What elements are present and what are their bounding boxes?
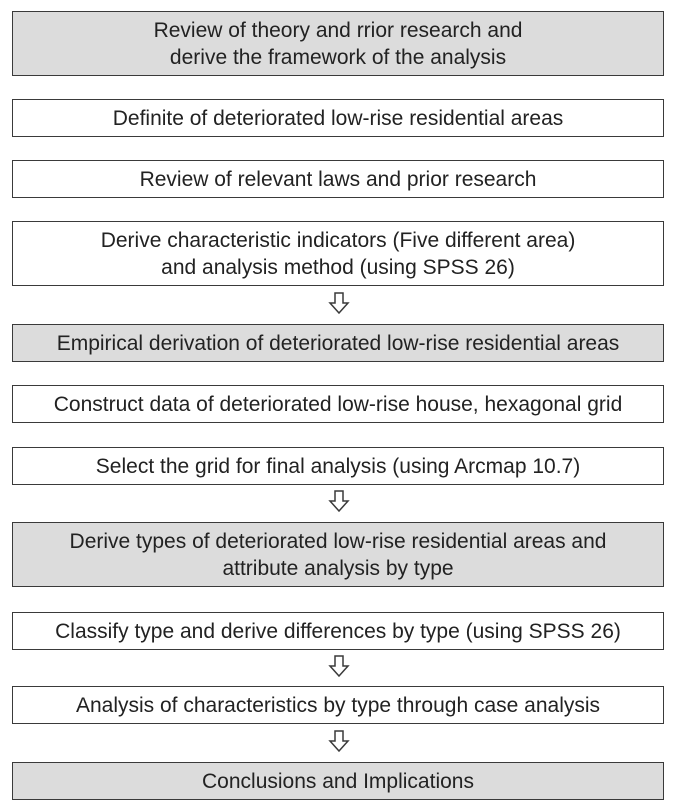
step-text: Definite of deteriorated low-rise residential areas	[112, 106, 564, 130]
step-text: Derive characteristic indicators (Five different area) and analysis method (using SPSS 26)	[100, 228, 576, 279]
step-box-framework	[12, 11, 664, 76]
step-text: Derive types of deteriorated low-rise residential areas and attribute analysis by type	[69, 529, 607, 580]
step-box-definition	[12, 99, 664, 137]
step-text: Construct data of deteriorated low-rise house, hexagonal grid	[53, 392, 623, 416]
step-box-derive-types	[12, 522, 664, 587]
down-arrow-icon	[327, 729, 351, 753]
step-text: Select the grid for final analysis (using Arcmap 10.7)	[95, 454, 581, 478]
step-box-empirical-derivation	[12, 324, 664, 362]
step-box-case-analysis	[12, 686, 664, 724]
step-box-laws-review	[12, 160, 664, 198]
step-box-conclusions	[12, 762, 664, 800]
step-text: Conclusions and Implications	[202, 769, 474, 793]
down-arrow-icon	[327, 489, 351, 513]
step-box-indicators	[12, 221, 664, 286]
step-text: Review of relevant laws and prior research	[139, 167, 537, 191]
step-text: Classify type and derive differences by type (using SPSS 26)	[55, 619, 621, 643]
step-text: Review of theory and rrior research and derive the framework of the analysis	[153, 18, 523, 69]
down-arrow-icon	[327, 654, 351, 678]
down-arrow-icon	[327, 291, 351, 315]
step-box-construct-data	[12, 385, 664, 423]
step-box-classify-type	[12, 612, 664, 650]
step-text: Analysis of characteristics by type through case analysis	[75, 693, 601, 717]
step-box-select-grid	[12, 447, 664, 485]
step-text: Empirical derivation of deteriorated low-rise residential areas	[56, 331, 620, 355]
